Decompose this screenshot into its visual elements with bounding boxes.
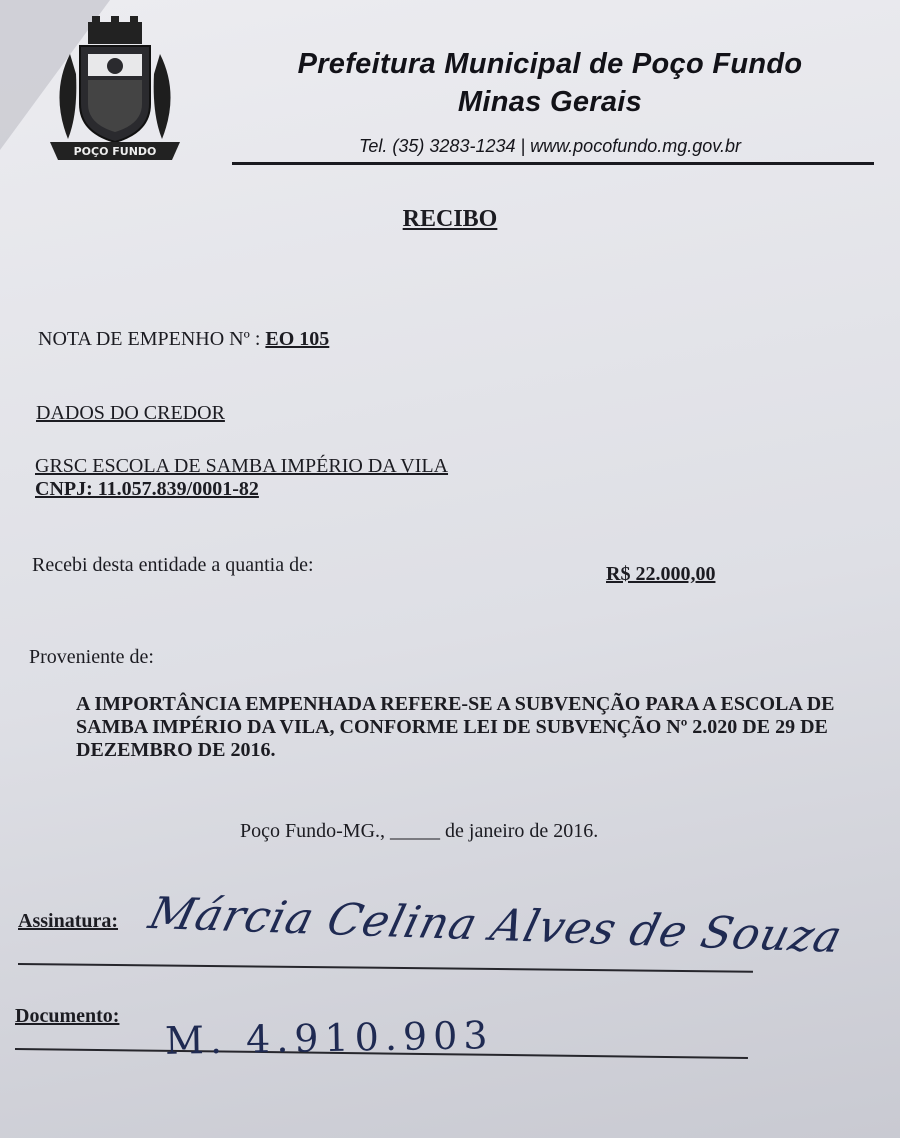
handwritten-document-number: M. 4.910.903 [164, 1013, 494, 1063]
dados-credor-heading: DADOS DO CREDOR [36, 402, 225, 424]
nota-value: EO 105 [265, 328, 330, 350]
header-divider [232, 162, 874, 165]
nota-label: NOTA DE EMPENHO Nº : [38, 328, 266, 350]
proveniente-label: Proveniente de: [29, 646, 154, 668]
recebi-label: Recebi desta entidade a quantia de: [32, 554, 314, 576]
svg-text:POÇO FUNDO: POÇO FUNDO [73, 145, 157, 158]
description-text: A IMPORTÂNCIA EMPENHADA REFERE-SE A SUBVENÇÃO PARA A ESCOLA DE SAMBA IMPÉRIO DA VILA, CONFORME LEI DE SUBVENÇÃO Nº 2.020 DE 29 DE DEZEMBRO DE 2016. [76, 693, 835, 761]
assinatura-label: Assinatura: [18, 910, 119, 932]
municipal-coat-of-arms-logo [40, 14, 190, 174]
document-title: RECIBO [402, 206, 498, 232]
credor-name: GRSC ESCOLA DE SAMBA IMPÉRIO DA VILA [35, 455, 449, 477]
handwritten-signature: Márcia Celina Alves de Souza [143, 888, 848, 963]
header-title-line2: Minas Gerais [457, 86, 643, 118]
header-title-line1: Prefeitura Municipal de Poço Fundo [297, 48, 803, 80]
credor-cnpj: CNPJ: 11.057.839/0001-82 [35, 478, 259, 500]
valor-amount: R$ 22.000,00 [606, 563, 716, 585]
place-date: Poço Fundo-MG., _____ de janeiro de 2016. [240, 820, 599, 842]
nota-empenho [38, 328, 329, 351]
header-contact: Tel. (35) 3283-1234 | www.pocofundo.mg.gov.br [359, 136, 741, 156]
documento-label: Documento: [15, 1005, 120, 1027]
